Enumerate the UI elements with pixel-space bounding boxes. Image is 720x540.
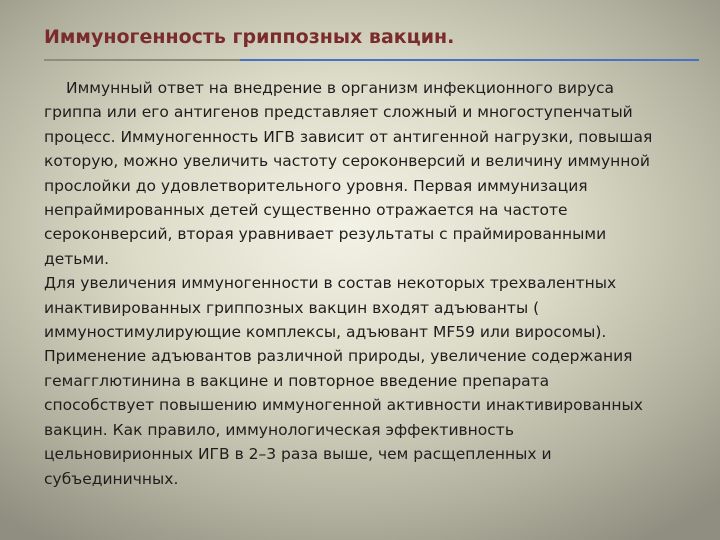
body-text	[44, 76, 704, 491]
body-line: способствует повышению иммуногенной активности инактивированных	[44, 396, 643, 415]
body-line: вакцин. Как правило, иммунологическая эффективность	[44, 420, 514, 439]
title-underline	[44, 59, 699, 61]
slide-title: Иммуногенность гриппозных вакцин.	[44, 26, 455, 48]
title-underline-blue	[240, 59, 699, 61]
body-line: непраймированных детей существенно отражается на частоте	[44, 201, 568, 220]
body-line: субъединичных.	[44, 469, 179, 488]
body-line: Иммунный ответ на внедрение в организм инфекционного вируса	[66, 79, 615, 97]
body-line: сероконверсий, вторая уравнивает результаты с праймированными	[44, 225, 607, 244]
body-line: гриппа или его антигенов представляет сложный и многоступенчатый	[44, 103, 633, 122]
body-line: процесс. Иммуногенность ИГВ зависит от антигенной нагрузки, повышая	[44, 127, 653, 146]
body-line: цельновирионных ИГВ в 2–3 раза выше, чем расщепленных и	[44, 445, 552, 464]
body-line: которую, можно увеличить частоту сероконверсий и величину иммунной	[44, 152, 650, 171]
body-line: гемагглютинина в вакцине и повторное введение препарата	[44, 371, 550, 390]
body-line: Применение адъювантов различной природы, увеличение содержания	[44, 347, 633, 366]
body-line: иммуностимулирующие комплексы, адъювант MF59 или виросомы).	[44, 323, 607, 342]
body-line: прослойки до удовлетворительного уровня. Первая иммунизация	[44, 176, 588, 195]
title-underline-gray	[44, 59, 240, 61]
body-line: Для увеличения иммуногенности в состав некоторых трехвалентных	[44, 274, 617, 293]
body-line: инактивированных гриппозных вакцин входят адъюванты (	[44, 298, 540, 317]
body-line: детьми.	[44, 249, 110, 268]
